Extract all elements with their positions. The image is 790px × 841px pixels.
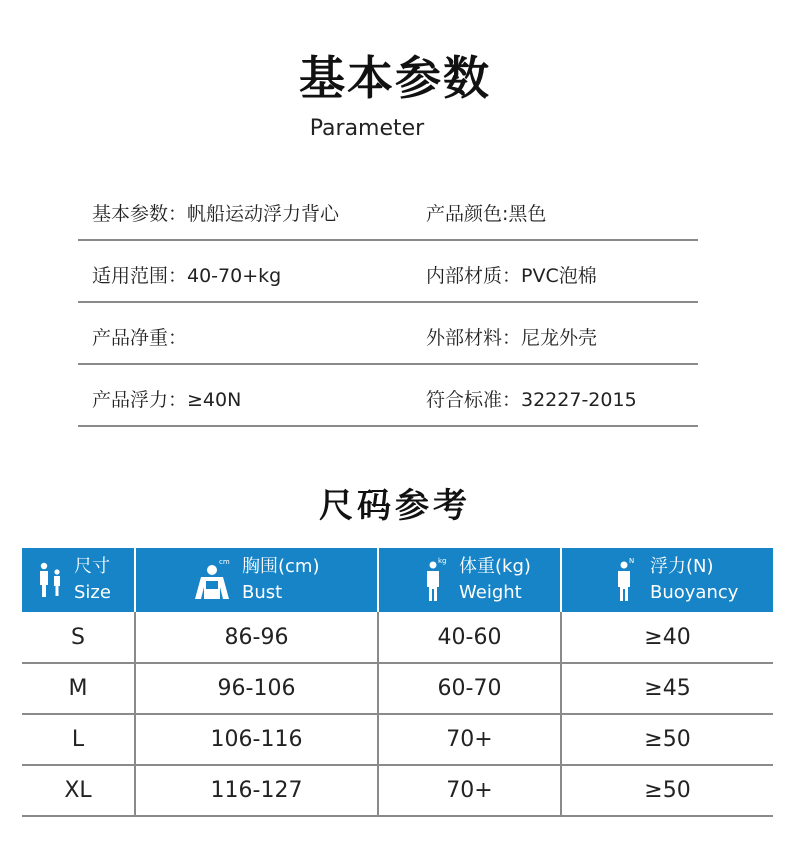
column-label-cn: 体重(kg) [459, 556, 531, 577]
column-header-size [22, 548, 135, 612]
weight-cell: 70+ [378, 714, 561, 765]
bust-cell: 106-116 [135, 714, 378, 765]
column-header-buoyancy [561, 548, 773, 612]
column-label-cn: 胸围(cm) [242, 556, 320, 577]
table-row [22, 663, 773, 714]
bust-icon [192, 555, 234, 605]
parameter-right: 产品颜色:黑色 [426, 203, 547, 225]
column-label-en: Buoyancy [650, 582, 739, 603]
page-title: 基本参数 [299, 51, 491, 105]
size-cell: L [22, 714, 135, 765]
family-icon [36, 555, 66, 605]
weight-cell: 40-60 [378, 612, 561, 663]
table-row [22, 765, 773, 816]
buoyancy-person-icon [614, 555, 642, 605]
column-label-cn: 尺寸 [74, 556, 110, 577]
table-row [22, 714, 773, 765]
bust-cell: 96-106 [135, 663, 378, 714]
weight-person-icon [423, 555, 451, 605]
size-table [22, 548, 773, 817]
size-cell: M [22, 663, 135, 714]
parameter-left: 基本参数：帆船运动浮力背心 [92, 203, 340, 225]
page-subtitle [0, 116, 762, 141]
column-label-cn: 浮力(N) [650, 556, 714, 577]
bust-icon-tag: cm [219, 558, 230, 566]
parameter-right: 外部材料：尼龙外壳 [426, 327, 598, 349]
size-cell: S [22, 612, 135, 663]
parameter-table [78, 179, 698, 427]
size-section-title: 尺码参考 [319, 486, 471, 526]
column-label-en: Size [74, 582, 111, 603]
buoyancy-cell: ≥50 [561, 765, 773, 816]
column-header-bust [135, 548, 378, 612]
parameter-row [78, 241, 698, 303]
buoyancy-cell: ≥50 [561, 714, 773, 765]
parameter-right: 符合标准：32227-2015 [426, 389, 637, 411]
buoyancy-icon-tag: N [629, 557, 635, 565]
parameter-left: 适用范围：40-70+kg [92, 265, 282, 287]
size-cell: XL [22, 765, 135, 816]
table-row [22, 612, 773, 663]
weight-cell: 70+ [378, 765, 561, 816]
weight-icon-tag: kg [438, 557, 447, 565]
buoyancy-cell: ≥45 [561, 663, 773, 714]
column-header-weight [378, 548, 561, 612]
size-table-header [22, 548, 773, 612]
weight-cell: 60-70 [378, 663, 561, 714]
bust-cell: 116-127 [135, 765, 378, 816]
parameter-row [78, 365, 698, 427]
subtitle-text: Parameter [309, 116, 425, 141]
buoyancy-cell: ≥40 [561, 612, 773, 663]
parameter-right: 内部材质：PVC泡棉 [426, 265, 597, 287]
parameter-row [78, 179, 698, 241]
bust-cell: 86-96 [135, 612, 378, 663]
column-label-en: Bust [242, 582, 283, 603]
parameter-left: 产品浮力：≥40N [92, 389, 242, 411]
column-label-en: Weight [459, 582, 522, 603]
parameter-left: 产品净重： [92, 327, 188, 349]
parameter-row [78, 303, 698, 365]
